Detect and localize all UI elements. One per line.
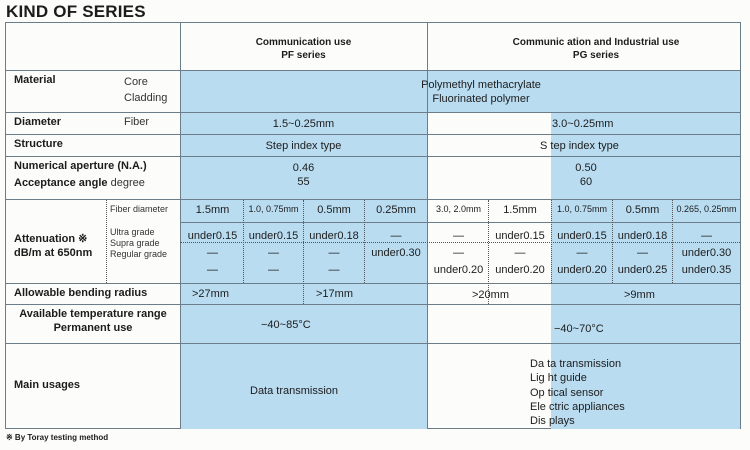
series-table: [5, 22, 741, 429]
ultra-value-8: —: [701, 230, 712, 242]
supra-value-4: —: [453, 247, 464, 259]
acceptance-label: Acceptance angle degree: [14, 177, 145, 189]
fiber-diameter-8: 0.265, 0.25mm: [676, 204, 737, 214]
material-label: Material: [14, 74, 56, 86]
fiber-diameter-header: Fiber diameter: [110, 204, 169, 214]
ultra-value-2: under0.18: [309, 230, 359, 242]
structure-pf: Step index type: [265, 140, 342, 152]
supra-value-0: —: [207, 247, 218, 259]
regular-value-7: under0.25: [617, 264, 668, 276]
bending-label: Allowable bending radius: [14, 287, 148, 299]
na-pg: 0.50 60: [575, 162, 597, 188]
fiber-diameter-3: 0.25mm: [376, 204, 416, 216]
fiber-diameter-2: 0.5mm: [317, 204, 351, 216]
diameter-label: Diameter: [14, 116, 62, 128]
regular-value-0: —: [207, 264, 218, 276]
diameter-pf: 1.5~0.25mm: [272, 118, 335, 130]
supra-value-8: under0.30: [681, 247, 732, 259]
structure-label: Structure: [14, 138, 63, 150]
fiber-diameter-0: 1.5mm: [195, 204, 230, 216]
material-cladding: Cladding: [124, 92, 168, 104]
na-label: Numerical aperture (N.A.): [14, 160, 147, 172]
ultra-value-0: under0.15: [187, 230, 238, 242]
regular-value-8: under0.35: [681, 264, 732, 276]
fiber-diameter-6: 1.0, 0.75mm: [556, 204, 608, 214]
temperature-pf: −40~85°C: [261, 319, 311, 331]
grade-labels: Ultra grade Supra grade Regular grade: [110, 227, 168, 259]
regular-value-1: —: [268, 264, 279, 276]
ultra-value-4: —: [453, 230, 464, 242]
attenuation-label: Attenuation ※ dB/m at 650nm: [14, 233, 93, 259]
pg-header: Communic ation and Industrial use PG series: [512, 37, 680, 61]
regular-value-2: —: [328, 264, 340, 276]
regular-value-6: under0.20: [557, 264, 607, 276]
footnote: ※ By Toray testing method: [6, 433, 109, 442]
bending-v2: >17mm: [316, 288, 353, 300]
supra-value-6: —: [576, 247, 588, 259]
diameter-pg: 3.0~0.25mm: [552, 118, 614, 130]
usage-item-0: Da ta transmission: [530, 358, 622, 370]
ultra-value-6: under0.15: [557, 230, 607, 242]
fiber-diameter-5: 1.5mm: [503, 204, 537, 216]
ultra-value-5: under0.15: [495, 230, 545, 242]
regular-value-5: under0.20: [495, 264, 545, 276]
na-pf: 0.46 55: [292, 162, 315, 188]
fiber-diameter-7: 0.5mm: [625, 204, 660, 216]
temperature-label: Available temperature range Permanent use: [19, 308, 167, 334]
structure-pg: S tep index type: [540, 140, 619, 152]
supra-value-3: under0.30: [371, 247, 421, 259]
temperature-pg: −40~70°C: [554, 323, 604, 335]
page-title: KIND OF SERIES: [6, 2, 146, 21]
bending-v3: >20mm: [472, 289, 509, 301]
usage-item-2: Op tical sensor: [530, 386, 604, 399]
supra-value-1: —: [268, 247, 279, 259]
usage-item-1: Lig ht guide: [530, 372, 587, 385]
usages-pg-list: [530, 357, 625, 428]
material-core: Core: [124, 76, 148, 88]
usage-item-3: Ele ctric appliances: [530, 400, 625, 413]
ultra-value-3: —: [390, 230, 402, 242]
supra-value-2: —: [328, 247, 340, 259]
usages-pf: Data transmission: [250, 385, 339, 397]
usage-item-4: Dis plays: [530, 415, 575, 428]
material-values: Polymethyl methacrylate Fluorinated polymer: [421, 79, 541, 105]
ultra-value-1: under0.15: [248, 230, 299, 242]
regular-value-4: under0.20: [433, 264, 484, 276]
diameter-sub: Fiber: [124, 116, 150, 128]
bending-v4: >9mm: [624, 289, 655, 301]
ultra-value-7: under0.18: [617, 230, 668, 242]
fiber-diameter-1: 1.0, 0.75mm: [248, 204, 299, 214]
bending-v1: >27mm: [192, 288, 229, 300]
pf-header: Communication use PF series: [255, 37, 352, 61]
supra-value-7: —: [637, 247, 648, 259]
fiber-diameter-4: 3.0, 2.0mm: [435, 204, 482, 214]
usages-label: Main usages: [14, 379, 81, 391]
supra-value-5: —: [514, 247, 526, 259]
